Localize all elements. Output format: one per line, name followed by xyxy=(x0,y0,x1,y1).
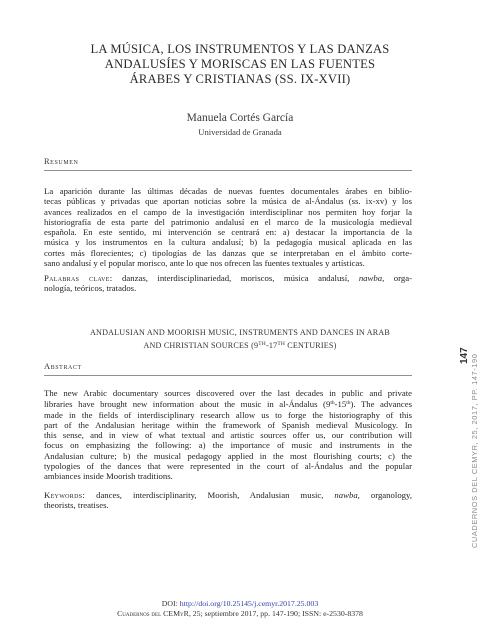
keywords-text: danzas, interdisciplinariedad, moriscos, música andalusí, xyxy=(122,273,350,283)
abstract-rule xyxy=(44,375,412,376)
english-title-line: ANDALUSIAN AND MOORISH MUSIC, INSTRUMENTS AND DANCES IN ARAB xyxy=(89,328,391,337)
keywords-text: theorists, treatises. xyxy=(44,500,109,511)
keywords-text: organology, xyxy=(370,490,413,500)
journal-running-head: CUADERNOS DEL CEMYR, 25, 2017, PP. 147-190 xyxy=(470,353,479,548)
keywords-text: orga- xyxy=(393,273,412,283)
abstract-line: libraries have brought new information about the music in al-Ándalus (9th-15th). The advances xyxy=(44,399,412,410)
resumen-line: tecas públicas y privadas que aportan noticias sobre la música de al-Ándalus (ss. ix-xv) y los xyxy=(44,196,412,207)
doi-link[interactable]: http://doi.org/10.25145/j.cemyr.2017.25.003 xyxy=(179,599,319,608)
article-title xyxy=(40,42,440,87)
title-line: ÁRABES Y CRISTIANAS (SS. IX-XVII) xyxy=(129,72,351,86)
author-name: Manuela Cortés García xyxy=(186,112,294,124)
keywords-label: Keywords: xyxy=(44,490,86,500)
abstract-keywords xyxy=(44,490,412,511)
page-number: 147 xyxy=(459,347,470,364)
abstract-line: Andalusian culture; b) the musical pedagogy applied in the most flourishing courts; c) the xyxy=(44,450,412,461)
abstract-line: this sense, and in view of what textual and artistic sources offer us, our contribution will xyxy=(44,430,412,441)
abstract-heading: Abstract xyxy=(44,362,82,371)
citation-details: , 25; septiembre 2017, pp. 147-190; ISSN: e-2530-8378 xyxy=(188,609,363,618)
english-title-line: AND CHRISTIAN SOURCES (9TH-17TH CENTURIES) xyxy=(143,340,337,350)
keywords-label: Palabras clave: xyxy=(44,273,113,283)
keywords-text: dances, interdisciplinarity, Moorish, Andalusian music, xyxy=(96,490,324,500)
journal-name: Cuadernos del CEMyR xyxy=(117,609,189,618)
abstract-line: ambiances inside Moorish traditions. xyxy=(44,471,173,482)
footer-citation xyxy=(44,609,436,618)
keywords-text: nología, teóricos, tratados. xyxy=(44,283,137,294)
author-affiliation: Universidad de Granada xyxy=(198,127,282,137)
resumen-heading: Resumen xyxy=(44,157,79,166)
footer-doi: DOI: http://doi.org/10.25145/j.cemyr.2017.25.003 xyxy=(161,599,319,608)
resumen-line: avances realizados en el campo de la investigación interdisciplinar nos permiten hoy forjar la xyxy=(44,206,412,217)
abstract-line: made in the fields of interdisciplinary research allow us to forge the historiography of this xyxy=(44,409,412,420)
keywords-italic: nawba, xyxy=(358,273,385,283)
abstract-line: typologies of the dances that were represented in the court of al-Ándalus and the popular xyxy=(44,461,412,472)
abstract-line: focus on emphasizing the following: a) the importance of music and instruments in the xyxy=(44,440,412,451)
resumen-keywords xyxy=(44,273,412,294)
abstract-text xyxy=(44,388,412,482)
resumen-line: española. En este sentido, mi intervención se centrará en: a) destacar la importancia de la xyxy=(44,227,412,238)
resumen-line: historiografía de esta parte del patrimonio andalusí en el marco de la musicología medieval xyxy=(44,216,412,227)
resumen-line: cortes más florecientes; c) tipologías de las danzas que se interpretaban en el ámbito corte- xyxy=(44,247,412,258)
english-title xyxy=(60,328,420,351)
resumen-rule xyxy=(44,170,412,171)
abstract-line: part of the Andalusian heritage within the framework of Spanish medieval Musicology. In xyxy=(44,419,412,430)
resumen-line: La aparición durante las últimas décadas de nuevas fuentes documentales árabes en biblio- xyxy=(44,186,412,196)
title-line: LA MÚSICA, LOS INSTRUMENTOS Y LAS DANZAS xyxy=(90,42,390,56)
resumen-line: música y los instrumentos en la cultura andalusí; b) la pedagogía musical aplicada en las xyxy=(44,237,412,248)
keywords-italic: nawba, xyxy=(334,490,360,500)
title-line: ANDALUSÍES Y MORISCAS EN LAS FUENTES xyxy=(104,57,376,71)
resumen-text xyxy=(44,186,412,268)
resumen-line: sano andalusí y el popular morisco, ante lo que nos ofrecen las fuentes textuales y artísticas. xyxy=(44,258,365,269)
abstract-line: The new Arabic documentary sources discovered over the last decades in public and private xyxy=(44,388,412,398)
